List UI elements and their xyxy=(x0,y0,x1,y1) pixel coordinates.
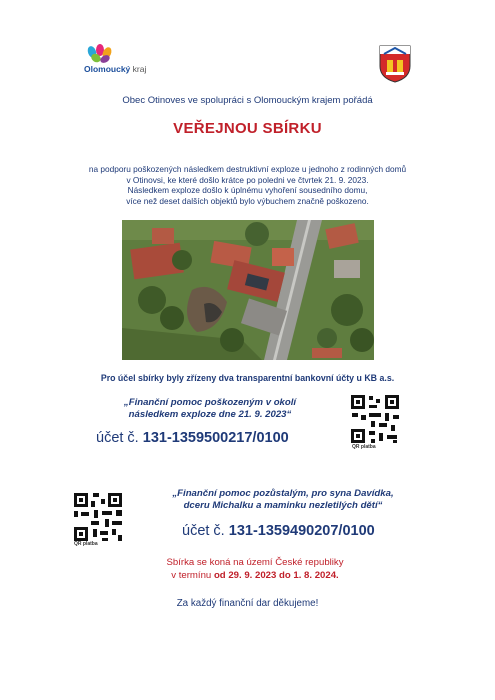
fund1-line: následkem exploze dne 21. 9. 2023“ xyxy=(128,409,292,420)
fund2-line: dceru Michalku a maminku nezletilých dětí“ xyxy=(183,500,383,511)
qr-label: QR platba xyxy=(74,541,98,547)
account-prefix: účet č. xyxy=(182,523,225,539)
qr-code-icon[interactable] xyxy=(349,393,401,445)
logo-text xyxy=(84,64,146,74)
intro-line: Obec Otinoves ve spolupráci s Olomouckým krajem pořádá xyxy=(122,95,373,106)
collection-period xyxy=(120,556,390,582)
period-line xyxy=(120,569,390,582)
olomoucky-kraj-logo xyxy=(74,44,184,80)
description-line: v Otinovsi, ke které došlo krátce po poledni ve čtvrtek 21. 9. 2023. xyxy=(126,174,369,185)
qr-label: QR platba xyxy=(352,444,376,450)
description xyxy=(60,164,435,206)
account-number: 131-1359490207/0100 xyxy=(228,523,375,539)
fund1-account xyxy=(96,430,289,446)
description-line: na podporu poškozených následkem destruktivní exploze u jednoho z rodinných domů xyxy=(88,164,407,174)
logo-name: Olomoucký xyxy=(84,64,131,74)
page-title: VEŘEJNOU SBÍRKU xyxy=(173,120,322,137)
logo-suffix: kraj xyxy=(132,64,147,74)
period-prefix: v termínu xyxy=(171,570,212,581)
aerial-photo xyxy=(122,220,374,360)
fund2-line: „Finanční pomoc pozůstalým, pro syna Davídka, xyxy=(172,488,394,499)
fund1-name xyxy=(90,397,330,421)
fund2-name xyxy=(138,488,428,512)
qr-code-icon[interactable] xyxy=(72,491,124,543)
municipal-crest-icon xyxy=(378,44,412,84)
thanks-line: Za každý finanční dar děkujeme! xyxy=(176,598,319,609)
flower-logo-icon xyxy=(80,44,120,66)
account-number: 131-1359500217/0100 xyxy=(142,430,289,446)
fund2-account xyxy=(182,523,375,539)
description-line: Následkem exploze došlo k úplnému vyhoření sousedního domu, xyxy=(127,185,368,195)
period-line: Sbírka se koná na území České republiky xyxy=(166,557,344,568)
account-prefix: účet č. xyxy=(96,430,139,446)
accounts-note: Pro účel sbírky byly zřízeny dva transparentní bankovní účty u KB a.s. xyxy=(100,373,395,383)
fund1-line: „Finanční pomoc poškozeným v okolí xyxy=(123,397,297,408)
description-line: více než deset dalších objektů bylo výbuchem značně poškozeno. xyxy=(126,195,369,206)
period-dates: od 29. 9. 2023 do 1. 8. 2024. xyxy=(213,570,339,581)
